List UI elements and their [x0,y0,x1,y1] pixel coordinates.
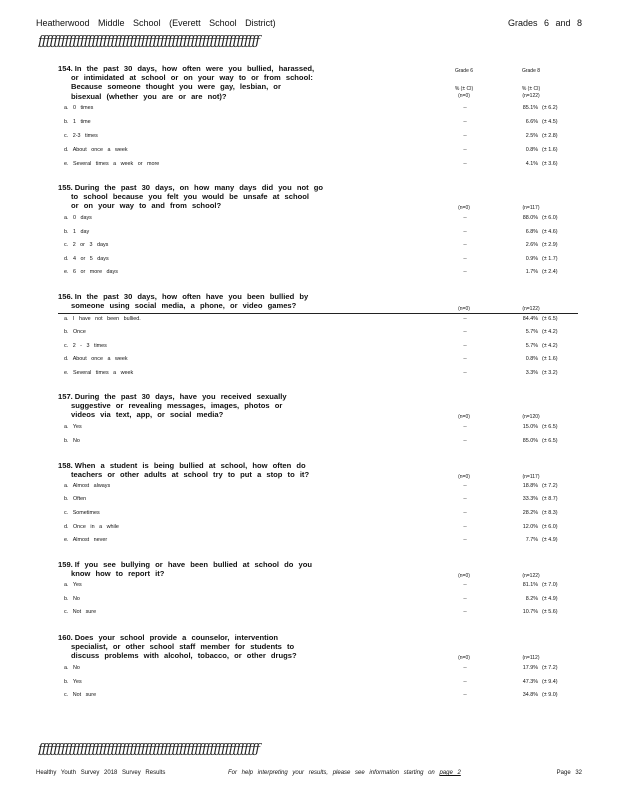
question-text: 154. In the past 30 days, how often were you bullied, harassed, or intimidated at school or on your way to or from school: Because someone thought you were gay, lesbian, or bisexual (whether you are or are not)? [58,64,315,101]
answer-row: a. I have not been bullied. -- 84.4% (± 6.5) [64,316,558,322]
answer-row: b. No -- 8.2% (± 4.9) [64,596,558,602]
answer-row: c. Not sure -- 34.8% (± 9.0) [64,692,558,698]
question-text: 158. When a student is being bullied at school, how often do teachers or other adults at school try to put a stop to it? [58,461,310,480]
answer-row: a. 0 days -- 88.0% (± 6.0) [64,215,558,221]
grade8-n: (n=122) [522,306,540,312]
answer-row: b. No -- 85.0% (± 6.5) [64,438,558,444]
answer-row: c. 2 - 3 times -- 5.7% (± 4.2) [64,343,558,349]
grade8-pct-header: % (± CI) (n=122) [521,86,541,99]
grade8-n: (n=117) [522,474,540,480]
page-number: Page 32 [556,770,582,776]
answer-row: c. Not sure -- 10.7% (± 5.6) [64,609,558,615]
grade6-n: (n=0) [458,573,470,579]
question-text: 160. Does your school provide a counselor, intervention specialist, or other school staff member for students to discuss problems with alcohol, tobacco, or other drugs? [58,633,297,661]
page-link[interactable]: page 2 [439,770,461,776]
grade6-pct-header: % (± CI) (n=0) [454,86,474,99]
grade8-n: (n=117) [522,205,540,211]
answer-row: e. 6 or more days -- 1.7% (± 2.4) [64,269,558,275]
question-text: 156. In the past 30 days, how often have you been bullied by someone using social media, a phone, or video games? [58,292,309,311]
question-159 [58,560,570,615]
question-154 [58,64,570,167]
answer-row: d. About once a week -- 0.8% (± 1.6) [64,147,558,153]
answer-row: b. 1 day -- 6.8% (± 4.6) [64,229,558,235]
school-name: Heatherwood Middle School (Everett School District) [36,18,276,28]
answer-row: e. Several times a week -- 3.3% (± 3.2) [64,370,558,376]
question-157 [58,392,570,444]
grade8-n: (n=120) [522,414,540,420]
grade6-n: (n=0) [458,205,470,211]
question-158 [58,461,570,543]
answer-row: b. Yes -- 47.3% (± 9.4) [64,679,558,685]
question-text: 159. If you see bullying or have been bullied at school do you know how to report it? [58,560,313,579]
answer-row: e. Almost never -- 7.7% (± 4.9) [64,537,558,543]
answer-row: b. 1 time -- 6.6% (± 4.5) [64,119,558,125]
help-note: For help interpreting your results, please see information starting on page 2 [228,770,461,776]
answer-row: c. 2-3 times -- 2.5% (± 2.8) [64,133,558,139]
page-header [36,18,582,32]
grade6-n: (n=0) [458,306,470,312]
question-text: 155. During the past 30 days, on how many days did you not go to school because you felt you would be unsafe at school or on your way to and from school? [58,183,324,211]
grade8-header: Grade 8 [521,68,541,74]
grade6-n: (n=0) [458,474,470,480]
question-155 [58,183,570,275]
question-160 [58,633,570,698]
question-text: 157. During the past 30 days, have you received sexually suggestive or revealing messages, images, photos or videos via text, app, or social media? [58,392,287,420]
answer-row: e. Several times a week or more -- 4.1% (± 3.6) [64,161,558,167]
grade6-n: (n=0) [458,414,470,420]
answer-row: c. Sometimes -- 28.2% (± 8.3) [64,510,558,516]
answer-row: d. About once a week -- 0.8% (± 1.6) [64,356,558,362]
question-156 [58,292,570,376]
answer-row: b. Often -- 33.3% (± 8.7) [64,496,558,502]
answer-row: a. Yes -- 15.0% (± 6.5) [64,424,558,430]
grade8-n: (n=112) [522,655,540,661]
answer-row: b. Once -- 5.7% (± 4.2) [64,329,558,335]
answer-row: d. Once in a while -- 12.0% (± 6.0) [64,524,558,530]
answer-row: d. 4 or 5 days -- 0.9% (± 1.7) [64,256,558,262]
grades-label: Grades 6 and 8 [507,18,582,28]
decorative-border-top: ƒƒƒƒƒƒƒƒƒƒƒƒƒƒƒƒƒƒƒƒƒƒƒƒƒƒƒƒƒƒƒƒƒƒƒƒƒƒƒƒƒƒƒƒƒƒƒƒƒƒƒƒƒƒƒƒƒƒ [38,34,260,49]
answer-row: a. 0 times -- 85.1% (± 6.2) [64,105,558,111]
divider-line [58,313,578,314]
answer-row: c. 2 or 3 days -- 2.6% (± 2.9) [64,242,558,248]
survey-name: Healthy Youth Survey 2018 Survey Results [36,770,166,776]
page-footer [36,770,582,782]
answer-row: a. No -- 17.9% (± 7.2) [64,665,558,671]
grade6-header: Grade 6 [454,68,474,74]
answer-row: a. Almost always -- 18.8% (± 7.2) [64,483,558,489]
grade6-n: (n=0) [458,655,470,661]
decorative-border-bottom: ƒƒƒƒƒƒƒƒƒƒƒƒƒƒƒƒƒƒƒƒƒƒƒƒƒƒƒƒƒƒƒƒƒƒƒƒƒƒƒƒƒƒƒƒƒƒƒƒƒƒƒƒƒƒƒƒƒƒ [38,742,260,757]
answer-row: a. Yes -- 81.1% (± 7.0) [64,582,558,588]
grade8-n: (n=122) [522,573,540,579]
